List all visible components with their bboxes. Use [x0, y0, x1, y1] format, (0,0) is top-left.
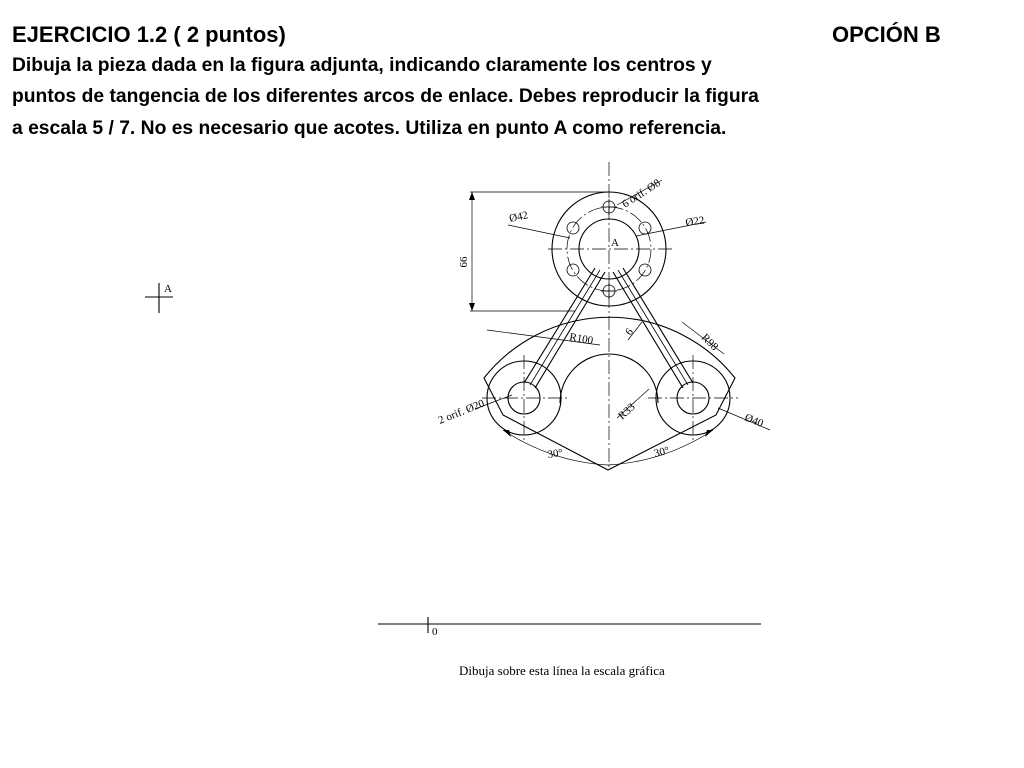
dim-circle-40: Ø40	[742, 411, 765, 430]
dim-radius-33: R33	[615, 401, 638, 423]
dim-radius-98: R98	[698, 331, 721, 354]
dim-angle-right: 30°	[652, 444, 671, 460]
center-point-label: A	[611, 237, 619, 249]
dim-circle-22: Ø22	[684, 214, 706, 229]
instruction-line-2: puntos de tangencia de los diferentes arcos de enlace. Debes reproducir la figura	[12, 86, 759, 107]
reference-point-label: A	[164, 283, 172, 295]
instruction-line-1: Dibuja la pieza dada en la figura adjunta, indicando claramente los centros y	[12, 55, 712, 76]
dim-six-holes: 6 orif. Ø8	[620, 176, 663, 211]
graphic-scale	[378, 617, 761, 678]
dim-height-66: 66	[458, 256, 470, 268]
dim-circle-42: Ø42	[508, 209, 530, 225]
reference-point-a	[145, 283, 173, 313]
scale-caption: Dibuja sobre esta línea la escala gráfica	[459, 663, 665, 678]
dim-radius-100: R100	[568, 331, 595, 348]
option-label: OPCIÓN B	[832, 22, 941, 47]
dim-two-holes: 2 orif. Ø20	[436, 397, 487, 427]
instruction-line-3: a escala 5 / 7. No es necesario que acotes. Utiliza en punto A como referencia.	[12, 118, 727, 139]
dim-angle-left: 30°	[546, 446, 564, 461]
dim-width-6: 6	[623, 326, 636, 338]
outer-contour	[484, 317, 735, 470]
left-spoke	[524, 268, 605, 388]
part-drawing	[437, 162, 770, 470]
exercise-title: EJERCICIO 1.2 ( 2 puntos)	[12, 22, 286, 47]
scale-zero-label: 0	[432, 626, 438, 638]
